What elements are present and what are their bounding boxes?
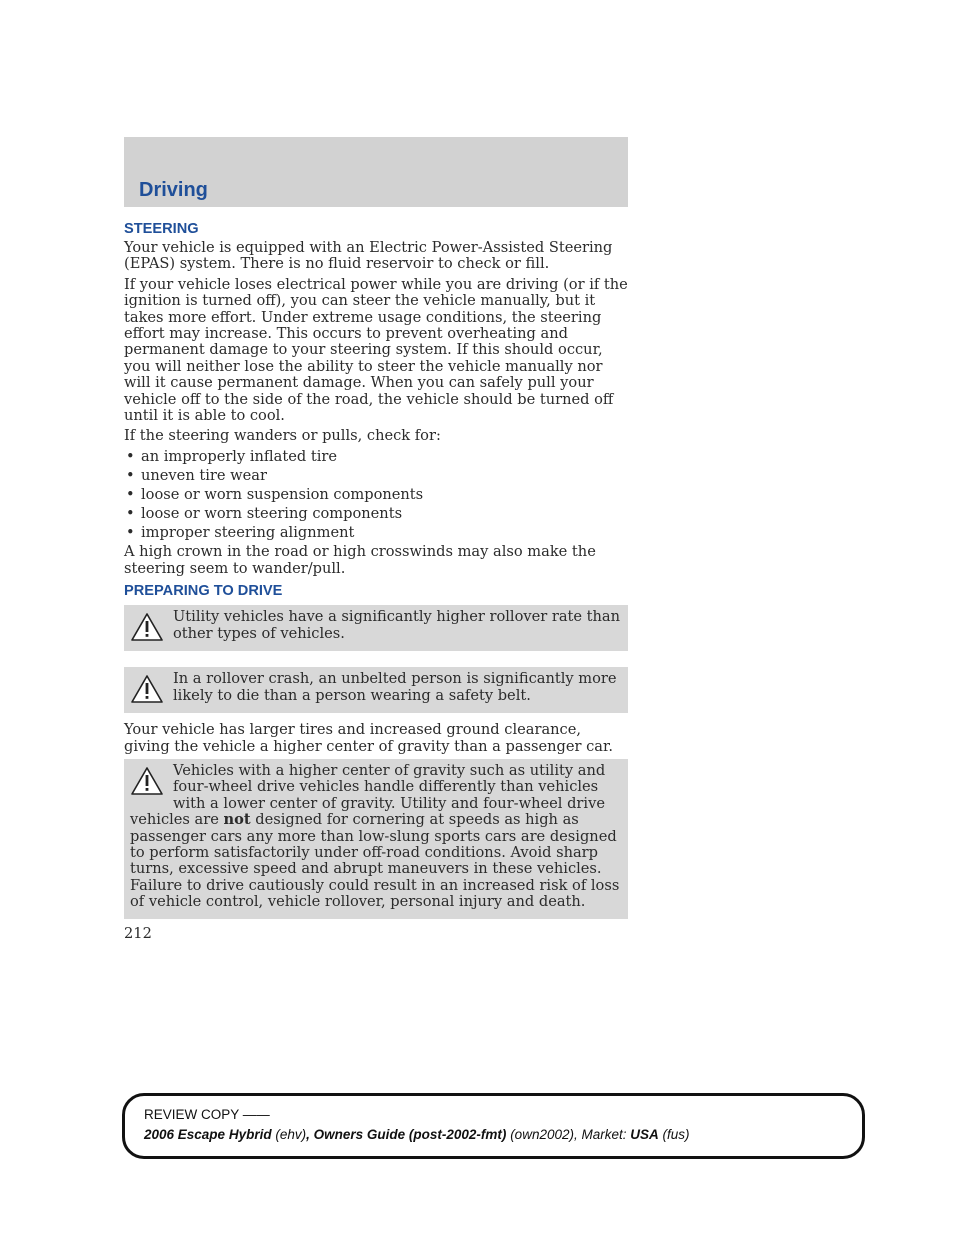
- page-content: [124, 219, 630, 928]
- preparing-paragraph-1: Your vehicle has larger tires and increased ground clearance, giving the vehicle a higher center of gravity than a passenger car.: [124, 721, 614, 755]
- warning-text: Utility vehicles have a significantly higher rollover rate than other types of vehicles.: [173, 608, 621, 642]
- page-number: 212: [124, 925, 152, 942]
- list-item: • loose or worn steering components: [124, 506, 630, 522]
- warning-emphasis: not: [223, 811, 251, 829]
- warning-text-start: Vehicles with a higher center of gravity such as utility and four-wheel drive vehicles handle differently than vehicles with a lower center of gravity. Utility and four-wheel drive vehicles are: [130, 761, 606, 829]
- footer-market-label: , Market:: [573, 1127, 627, 1142]
- warning-triangle-icon: [130, 611, 164, 643]
- steering-paragraph-3: If the steering wanders or pulls, check for:: [124, 427, 441, 445]
- section-header-band: [124, 137, 628, 207]
- warning-box-rollover-rate: [124, 605, 628, 651]
- warning-text-end: designed for cornering at speeds as high as passenger cars any more than low-slung sports cars are designed to perform satisfactorily under off-road conditions. Avoid sharp turns, excessive speed and abrupt maneuvers in these vehicles. Failure to drive cautiously could result in an increased risk of loss of vehicle control, vehicle rollover, personal injury and death.: [130, 811, 620, 911]
- steering-heading: STEERING: [124, 221, 199, 237]
- warning-triangle-icon: [130, 765, 164, 797]
- list-item: • uneven tire wear: [124, 468, 630, 484]
- steering-paragraph-1: Your vehicle is equipped with an Electric Power-Assisted Steering (EPAS) system. There is no fluid reservoir to check or fill.: [124, 239, 613, 273]
- warning-text: In a rollover crash, an unbelted person is significantly more likely to die than a person wearing a safety belt.: [173, 670, 617, 704]
- footer-separator: ,: [306, 1127, 310, 1142]
- steering-paragraph-2: If your vehicle loses electrical power while you are driving (or if the ignition is turned off), you can steer the vehicle manually, but it takes more effort. Under extreme usage conditions, the steering effort may increase. This occurs to prevent overheating and permanent damage to your steering system. If this should occur, you will neither lose the ability to steer the vehicle manually nor will it cause permanent damage. When you can safely pull your vehicle off to the side of the road, the vehicle should be turned off until it is able to cool.: [124, 275, 628, 425]
- list-item: • an improperly inflated tire: [124, 449, 630, 465]
- section-title: Driving: [139, 179, 208, 201]
- footer-guide-code: (own2002): [510, 1127, 574, 1142]
- warning-text: [130, 763, 622, 911]
- footer-model: 2006 Escape Hybrid: [144, 1127, 272, 1142]
- list-item: • improper steering alignment: [124, 525, 630, 541]
- warning-box-unbelted: [124, 667, 628, 713]
- document-identifier: [144, 1127, 690, 1142]
- footer-model-code: (ehv): [275, 1127, 307, 1142]
- preparing-heading: PREPARING TO DRIVE: [124, 583, 283, 600]
- review-copy-label: REVIEW COPY ——: [144, 1107, 270, 1122]
- footer-market-code: (fus): [662, 1127, 690, 1142]
- list-item: • loose or worn suspension components: [124, 487, 630, 503]
- steering-check-list: [124, 449, 630, 542]
- footer-guide: Owners Guide (post-2002-fmt): [313, 1127, 507, 1142]
- footer-market: USA: [630, 1127, 659, 1142]
- warning-box-center-of-gravity: [124, 759, 628, 919]
- warning-triangle-icon: [130, 673, 164, 705]
- review-copy-footer: [122, 1093, 865, 1159]
- steering-paragraph-4: A high crown in the road or high crosswinds may also make the steering seem to wander/pull.: [124, 543, 596, 577]
